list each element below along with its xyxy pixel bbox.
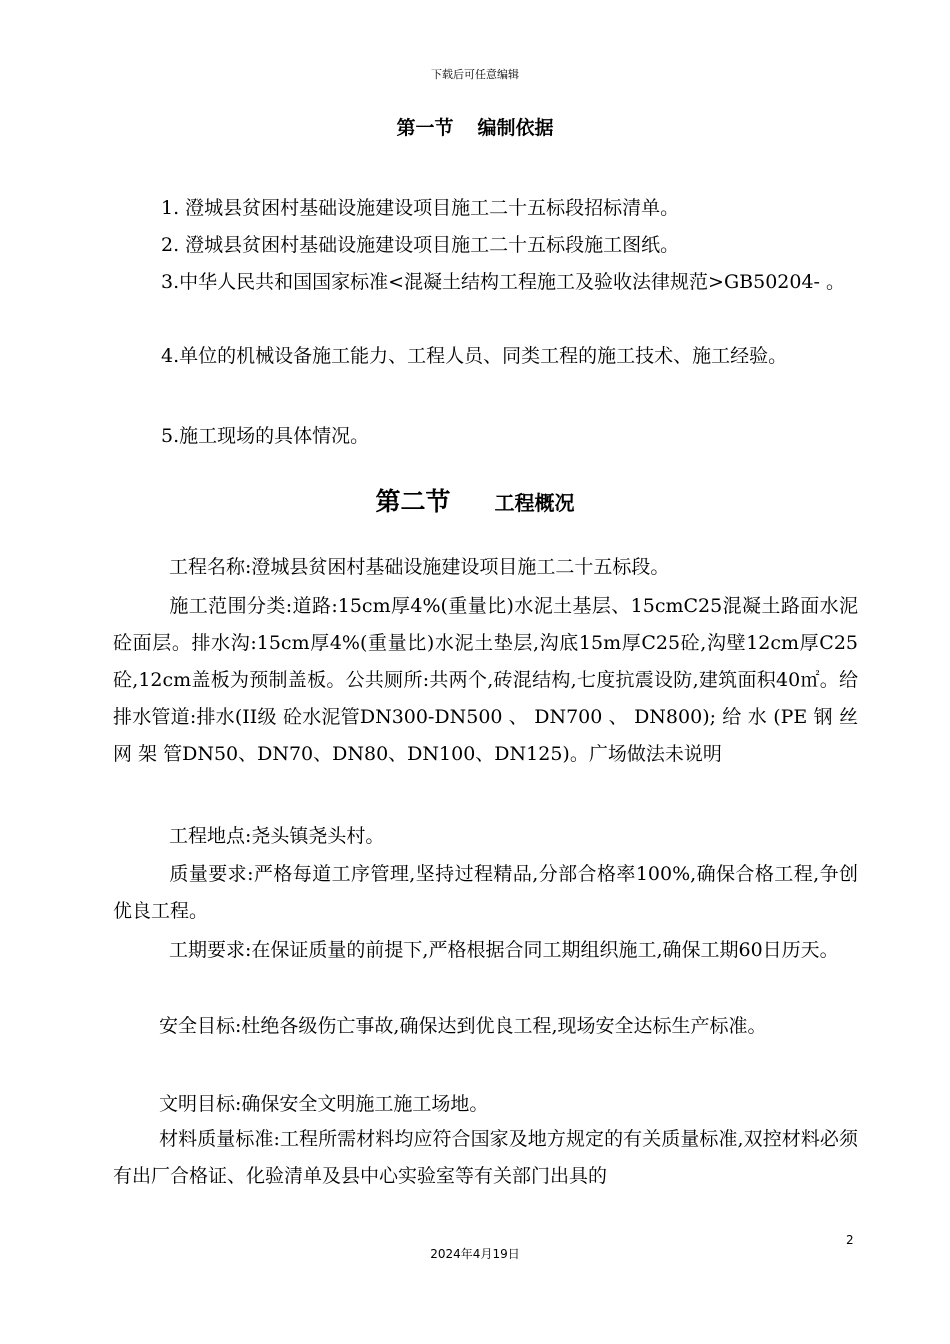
section-title-compilation-basis bbox=[0, 113, 950, 140]
footer-date: 2024年4月19日 bbox=[430, 1247, 520, 1261]
overview-civilization-target: 文明目标:确保安全文明施工施工场地。 bbox=[159, 1093, 489, 1115]
overview-schedule-requirement: 工期要求:在保证质量的前提下,严格根据合同工期组织施工,确保工期60日历天。 bbox=[169, 939, 839, 961]
page-header-note: 下载后可任意编辑 bbox=[431, 68, 519, 81]
overview-quality-requirement: 质量要求:严格每道工序管理,坚持过程精品,分部合格率100%,确保合格工程,争创优良工程。 bbox=[113, 863, 858, 922]
basis-item-2: 2. 澄城县贫困村基础设施建设项目施工二十五标段施工图纸。 bbox=[161, 234, 680, 256]
section-heading: 编制依据 bbox=[477, 117, 554, 139]
basis-item-5: 5.施工现场的具体情况。 bbox=[161, 425, 370, 447]
overview-safety-target: 安全目标:杜绝各级伤亡事故,确保达到优良工程,现场安全达标生产标准。 bbox=[159, 1015, 767, 1037]
section-title-project-overview bbox=[0, 482, 950, 518]
overview-construction-scope: 施工范围分类:道路:15cm厚4%(重量比)水泥土基层、15cmC25混凝土路面水泥砼面层。排水沟:15cm厚4%(重量比)水泥土垫层,沟底15m厚C25砼,沟壁12cm厚C25砼,12cm盖板为预制盖板。公共厕所:共两个,砖混结构,七度抗震设防,建筑面积40㎡。给排水管道:排水(II级 砼水泥管DN300-DN500 、 DN700 、 DN800); 给 水 (PE 钢 丝 网 架 管DN50、DN70、DN80、DN100、DN125)。广场做法未说明 bbox=[113, 595, 858, 765]
page-number: 2 bbox=[846, 1233, 854, 1247]
overview-material-standard: 材料质量标准:工程所需材料均应符合国家及地方规定的有关质量标准,双控材料必须有出厂合格证、化验清单及县中心实验室等有关部门出具的 bbox=[113, 1128, 858, 1187]
basis-item-1: 1. 澄城县贫困村基础设施建设项目施工二十五标段招标清单。 bbox=[161, 197, 680, 219]
basis-item-4: 4.单位的机械设备施工能力、工程人员、同类工程的施工技术、施工经验。 bbox=[161, 345, 788, 367]
basis-item-3: 3.中华人民共和国国家标准<混凝土结构工程施工及验收法律规范>GB50204- 。 bbox=[161, 271, 846, 293]
section-heading: 工程概况 bbox=[494, 491, 575, 515]
section-number: 第一节 bbox=[396, 117, 454, 139]
overview-project-name: 工程名称:澄城县贫困村基础设施建设项目施工二十五标段。 bbox=[169, 556, 670, 578]
overview-project-location: 工程地点:尧头镇尧头村。 bbox=[169, 825, 385, 847]
section-number: 第二节 bbox=[375, 487, 451, 516]
